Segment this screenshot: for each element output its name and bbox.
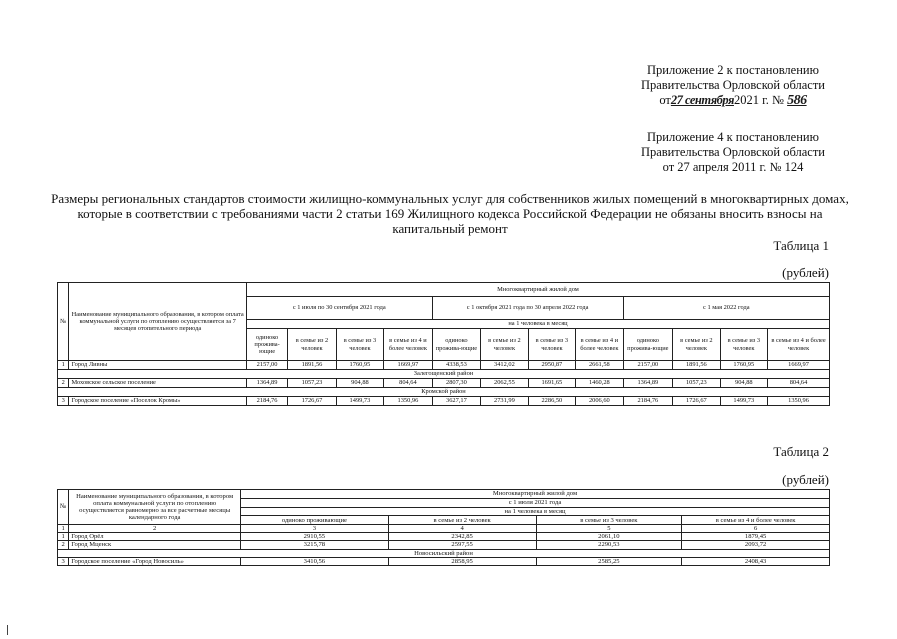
col-num-header: № <box>58 283 69 361</box>
cell-value: 2950,87 <box>528 361 575 370</box>
cell-value: 1669,97 <box>384 361 433 370</box>
cell-value: 1364,89 <box>623 379 673 388</box>
sub-col-header: в семье из 4 и более человек <box>768 329 830 361</box>
region-name: Кромской район <box>58 388 830 397</box>
cell-value: 2157,00 <box>246 361 287 370</box>
cell-value: 2585,25 <box>536 557 682 565</box>
table-1 <box>57 282 830 406</box>
sub-col-header: одиноко прожива-ющие <box>432 329 481 361</box>
cell-value: 2661,58 <box>576 361 623 370</box>
cell-value: 904,88 <box>336 379 383 388</box>
table2-label: Таблица 2 <box>773 444 829 459</box>
row-num: 2 <box>58 379 69 388</box>
sub-col-header: одиноко проживающие <box>241 516 389 525</box>
sub-col-header: в семье из 3 человек <box>536 516 682 525</box>
row-name: Город Орёл <box>69 533 241 541</box>
sub-col-header: в семье из 2 человек <box>481 329 528 361</box>
appendix-line: Приложение 2 к постановлению <box>647 63 819 77</box>
cell-value: 1350,96 <box>384 397 433 406</box>
region-name: Залегощенский район <box>58 370 830 379</box>
sub-col-header: в семье из 4 и более человек <box>576 329 623 361</box>
col-num-header: № <box>58 490 69 525</box>
table-2 <box>57 489 830 566</box>
row-name: Городское поселение «Поселок Кромы» <box>69 397 246 406</box>
cell-value: 1879,45 <box>682 533 830 541</box>
col-name-header: Наименование муниципального образования, в котором оплата коммунальной услуги по отоплению осуществляется равномерно за все расчетные месяцы календарного года <box>69 490 241 525</box>
sub-col-header: в семье из 2 человек <box>388 516 536 525</box>
cell-value: 1057,23 <box>288 379 337 388</box>
cell-value: 1669,97 <box>768 361 830 370</box>
cell-value: 2062,55 <box>481 379 528 388</box>
column-index: 1 <box>58 525 69 533</box>
scan-edge-mark <box>7 625 8 635</box>
appendix-date-line: от27 сентября2021 г. № 586 <box>659 93 807 108</box>
row-num: 3 <box>58 397 69 406</box>
cell-value: 2408,43 <box>682 557 830 565</box>
table-row <box>58 557 830 565</box>
group-header: Многоквартирный жилой дом <box>246 283 829 297</box>
column-index: 3 <box>241 525 389 533</box>
group-header: Многоквартирный жилой дом <box>241 490 830 499</box>
table-row <box>58 541 830 549</box>
document-title: Размеры региональных стандартов стоимости жилищно-коммунальных услуг для собственников жилых помещений в многоквартирных домах, которые в соответствии с требованиями части 2 статьи 169 Жилищного кодекса Российской Федерации не обязаны вносить взносы на капитальный ремонт <box>51 191 849 236</box>
sub-col-header: одиноко прожива-ющие <box>623 329 673 361</box>
cell-value: 4338,53 <box>432 361 481 370</box>
table-row <box>58 361 830 370</box>
row-name: Город Ливны <box>69 361 246 370</box>
cell-value: 1726,67 <box>288 397 337 406</box>
cell-value: 3215,78 <box>241 541 389 549</box>
region-name: Новосильский район <box>58 549 830 557</box>
cell-value: 2597,55 <box>388 541 536 549</box>
row-name: Город Мценск <box>69 541 241 549</box>
cell-value: 1891,56 <box>288 361 337 370</box>
sub-col-header: в семье из 4 и более человек <box>384 329 433 361</box>
cell-value: 2290,53 <box>536 541 682 549</box>
per-person-header: на 1 человека в месяц <box>241 507 830 516</box>
cell-value: 2807,30 <box>432 379 481 388</box>
cell-value: 1760,95 <box>720 361 767 370</box>
cell-value: 3627,17 <box>432 397 481 406</box>
period-header: с 1 июля 2021 года <box>241 498 830 507</box>
cell-value: 1460,28 <box>576 379 623 388</box>
handwritten-number: 586 <box>787 93 807 108</box>
sub-col-header: в семье из 3 человек <box>528 329 575 361</box>
cell-value: 2006,60 <box>576 397 623 406</box>
sub-col-header: в семье из 2 человек <box>288 329 337 361</box>
sub-col-header: одиноко прожива-ющие <box>246 329 287 361</box>
per-person-header: на 1 человека в месяц <box>246 320 829 329</box>
table2-unit: (рублей) <box>782 472 829 487</box>
period-header: с 1 июля по 30 сентября 2021 года <box>246 297 432 320</box>
cell-value: 2061,10 <box>536 533 682 541</box>
region-row <box>58 370 830 379</box>
cell-value: 2093,72 <box>682 541 830 549</box>
table-row <box>58 379 830 388</box>
cell-value: 804,64 <box>384 379 433 388</box>
cell-value: 2286,50 <box>528 397 575 406</box>
table-row <box>58 397 830 406</box>
appendix-line: от 27 апреля 2011 г. № 124 <box>662 160 804 174</box>
cell-value: 1057,23 <box>673 379 720 388</box>
cell-value: 2184,76 <box>246 397 287 406</box>
cell-value: 1891,56 <box>673 361 720 370</box>
row-name: Городское поселение «Город Новосиль» <box>69 557 241 565</box>
cell-value: 2731,99 <box>481 397 528 406</box>
row-num: 2 <box>58 541 69 549</box>
row-num: 1 <box>58 361 69 370</box>
appendix-line: Правительства Орловской области <box>640 145 825 159</box>
sub-col-header: в семье из 4 и более человек <box>682 516 830 525</box>
cell-value: 2858,95 <box>388 557 536 565</box>
sub-col-header: в семье из 3 человек <box>720 329 767 361</box>
period-header: с 1 мая 2022 года <box>623 297 829 320</box>
row-num: 1 <box>58 533 69 541</box>
cell-value: 1691,65 <box>528 379 575 388</box>
cell-value: 1499,73 <box>720 397 767 406</box>
sub-col-header: в семье из 3 человек <box>336 329 383 361</box>
column-index: 5 <box>536 525 682 533</box>
cell-value: 2342,85 <box>388 533 536 541</box>
handwritten-date: 27 сентября <box>670 93 734 107</box>
cell-value: 1499,73 <box>336 397 383 406</box>
cell-value: 2157,00 <box>623 361 673 370</box>
table1-unit: (рублей) <box>782 265 829 280</box>
table-row <box>58 533 830 541</box>
cell-value: 3412,02 <box>481 361 528 370</box>
cell-value: 3410,56 <box>241 557 389 565</box>
appendix-line: Правительства Орловской области <box>640 78 825 92</box>
column-index: 2 <box>69 525 241 533</box>
sub-col-header: в семье из 2 человек <box>673 329 720 361</box>
appendix-line: Приложение 4 к постановлению <box>647 130 819 144</box>
row-num: 3 <box>58 557 69 565</box>
period-header: с 1 октября 2021 года по 30 апреля 2022 года <box>432 297 623 320</box>
row-name: Моховское сельское поселение <box>69 379 246 388</box>
cell-value: 2910,55 <box>241 533 389 541</box>
cell-value: 2184,76 <box>623 397 673 406</box>
cell-value: 1364,89 <box>246 379 287 388</box>
cell-value: 904,88 <box>720 379 767 388</box>
column-index: 4 <box>388 525 536 533</box>
appendix-header-original <box>641 130 825 175</box>
region-row <box>58 549 830 557</box>
cell-value: 1760,95 <box>336 361 383 370</box>
column-index: 6 <box>682 525 830 533</box>
cell-value: 1350,96 <box>768 397 830 406</box>
cell-value: 1726,67 <box>673 397 720 406</box>
region-row <box>58 388 830 397</box>
col-name-header: Наименование муниципального образования, в котором оплата коммунальной услуги по отоплению осуществляется за 7 месяцев отопительного периода <box>69 283 246 361</box>
appendix-header-current <box>641 63 825 108</box>
cell-value: 804,64 <box>768 379 830 388</box>
table1-label: Таблица 1 <box>773 238 829 253</box>
